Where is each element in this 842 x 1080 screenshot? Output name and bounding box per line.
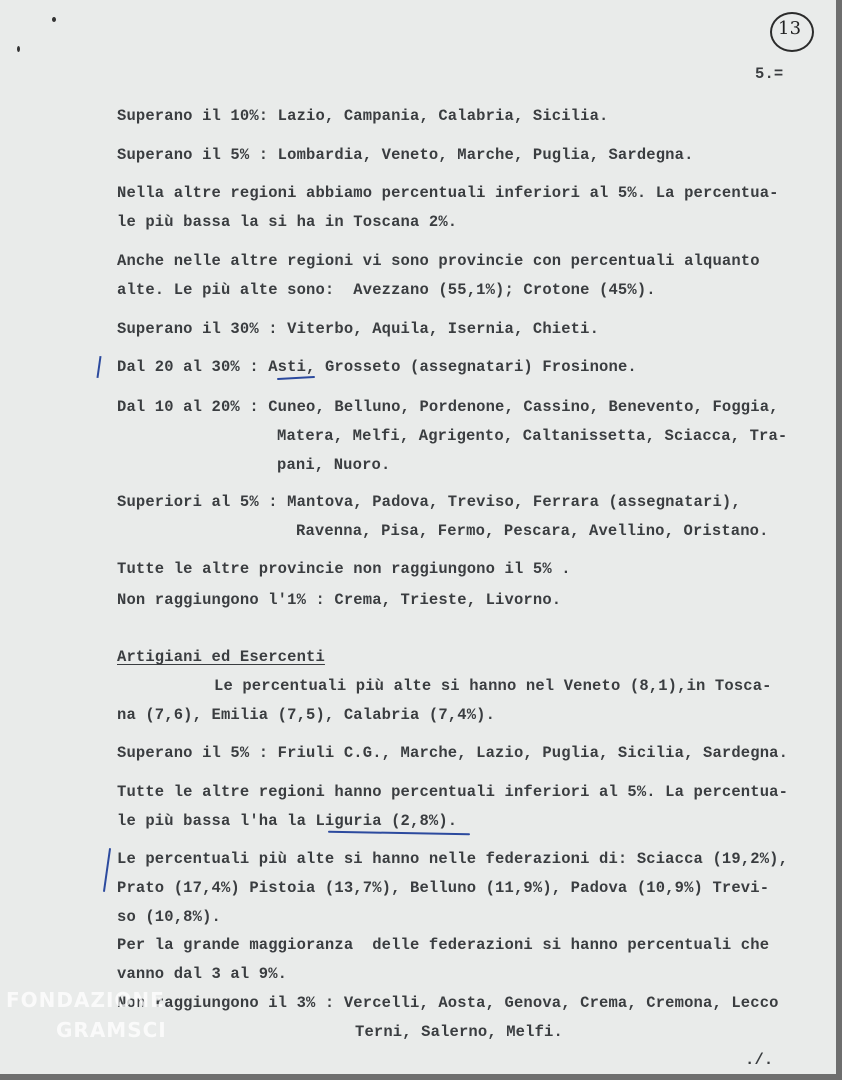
text-line: Non raggiungono il 3% : Vercelli, Aosta, Genova, Crema, Cremona, Lecco bbox=[117, 994, 779, 1012]
folio-number: 13 bbox=[778, 18, 802, 39]
text-line: Matera, Melfi, Agrigento, Caltanissetta, Sciacca, Tra- bbox=[277, 427, 788, 445]
text-line: Superano il 5% : Friuli C.G., Marche, Lazio, Puglia, Sicilia, Sardegna. bbox=[117, 744, 789, 762]
continuation-mark: ./. bbox=[745, 1051, 774, 1069]
text-line: Ravenna, Pisa, Fermo, Pescara, Avellino, Oristano. bbox=[296, 522, 769, 540]
text-line: pani, Nuoro. bbox=[277, 456, 391, 474]
text-line: Prato (17,4%) Pistoia (13,7%), Belluno (11,9%), Padova (10,9%) Trevi- bbox=[117, 879, 770, 897]
text-line: Superano il 10%: Lazio, Campania, Calabria, Sicilia. bbox=[117, 107, 609, 125]
text-line: Tutte le altre provincie non raggiungono il 5% . bbox=[117, 560, 571, 578]
text-line: Le percentuali più alte si hanno nel Veneto (8,1),in Tosca- bbox=[214, 677, 772, 695]
text-segment: Dal 20 al 30% : bbox=[117, 358, 269, 376]
text-line: Per la grande maggioranza delle federazioni si hanno percentuali che bbox=[117, 936, 770, 954]
text-line: Nella altre regioni abbiamo percentuali inferiori al 5%. La percentua- bbox=[117, 184, 779, 202]
text-line: le più bassa l'ha la Liguria (2,8%). bbox=[117, 812, 458, 830]
text-line: so (10,8%). bbox=[117, 908, 221, 926]
text-line: Dal 10 al 20% : Cuneo, Belluno, Pordenone, Cassino, Benevento, Foggia, bbox=[117, 398, 779, 416]
margin-mark bbox=[96, 356, 101, 378]
text-line: Non raggiungono l'1% : Crema, Trieste, Livorno. bbox=[117, 591, 562, 609]
watermark-logo: FONDAZIONE bbox=[6, 988, 165, 1012]
text-line: Le percentuali più alte si hanno nelle federazioni di: Sciacca (19,2%), bbox=[117, 850, 789, 868]
text-line: Anche nelle altre regioni vi sono provincie con percentuali alquanto bbox=[117, 252, 760, 270]
ink-speck bbox=[17, 46, 20, 52]
text-line: Terni, Salerno, Melfi. bbox=[355, 1023, 563, 1041]
text-line bbox=[117, 357, 637, 377]
text-line: alte. Le più alte sono: Avezzano (55,1%); Crotone (45%). bbox=[117, 281, 656, 299]
ink-speck bbox=[52, 17, 56, 22]
highlighted-word: Asti bbox=[268, 358, 307, 376]
watermark-logo: GRAMSCI bbox=[56, 1018, 167, 1042]
margin-mark bbox=[103, 848, 111, 892]
section-heading: Artigiani ed Esercenti bbox=[117, 648, 325, 666]
text-line: vanno dal 3 al 9%. bbox=[117, 965, 288, 983]
text-line: Superiori al 5% : Mantova, Padova, Treviso, Ferrara (assegnatari), bbox=[117, 493, 741, 511]
ink-underline bbox=[328, 831, 470, 835]
text-line: Tutte le altre regioni hanno percentuali inferiori al 5%. La percentua- bbox=[117, 783, 789, 801]
text-segment: , Grosseto (assegnatari) Frosinone. bbox=[306, 358, 637, 376]
text-line: na (7,6), Emilia (7,5), Calabria (7,4%). bbox=[117, 706, 496, 724]
text-line: Superano il 30% : Viterbo, Aquila, Isernia, Chieti. bbox=[117, 320, 600, 338]
page-number: 5.= bbox=[755, 65, 784, 83]
text-line: Superano il 5% : Lombardia, Veneto, Marche, Puglia, Sardegna. bbox=[117, 146, 694, 164]
text-line: le più bassa la si ha in Toscana 2%. bbox=[117, 213, 458, 231]
